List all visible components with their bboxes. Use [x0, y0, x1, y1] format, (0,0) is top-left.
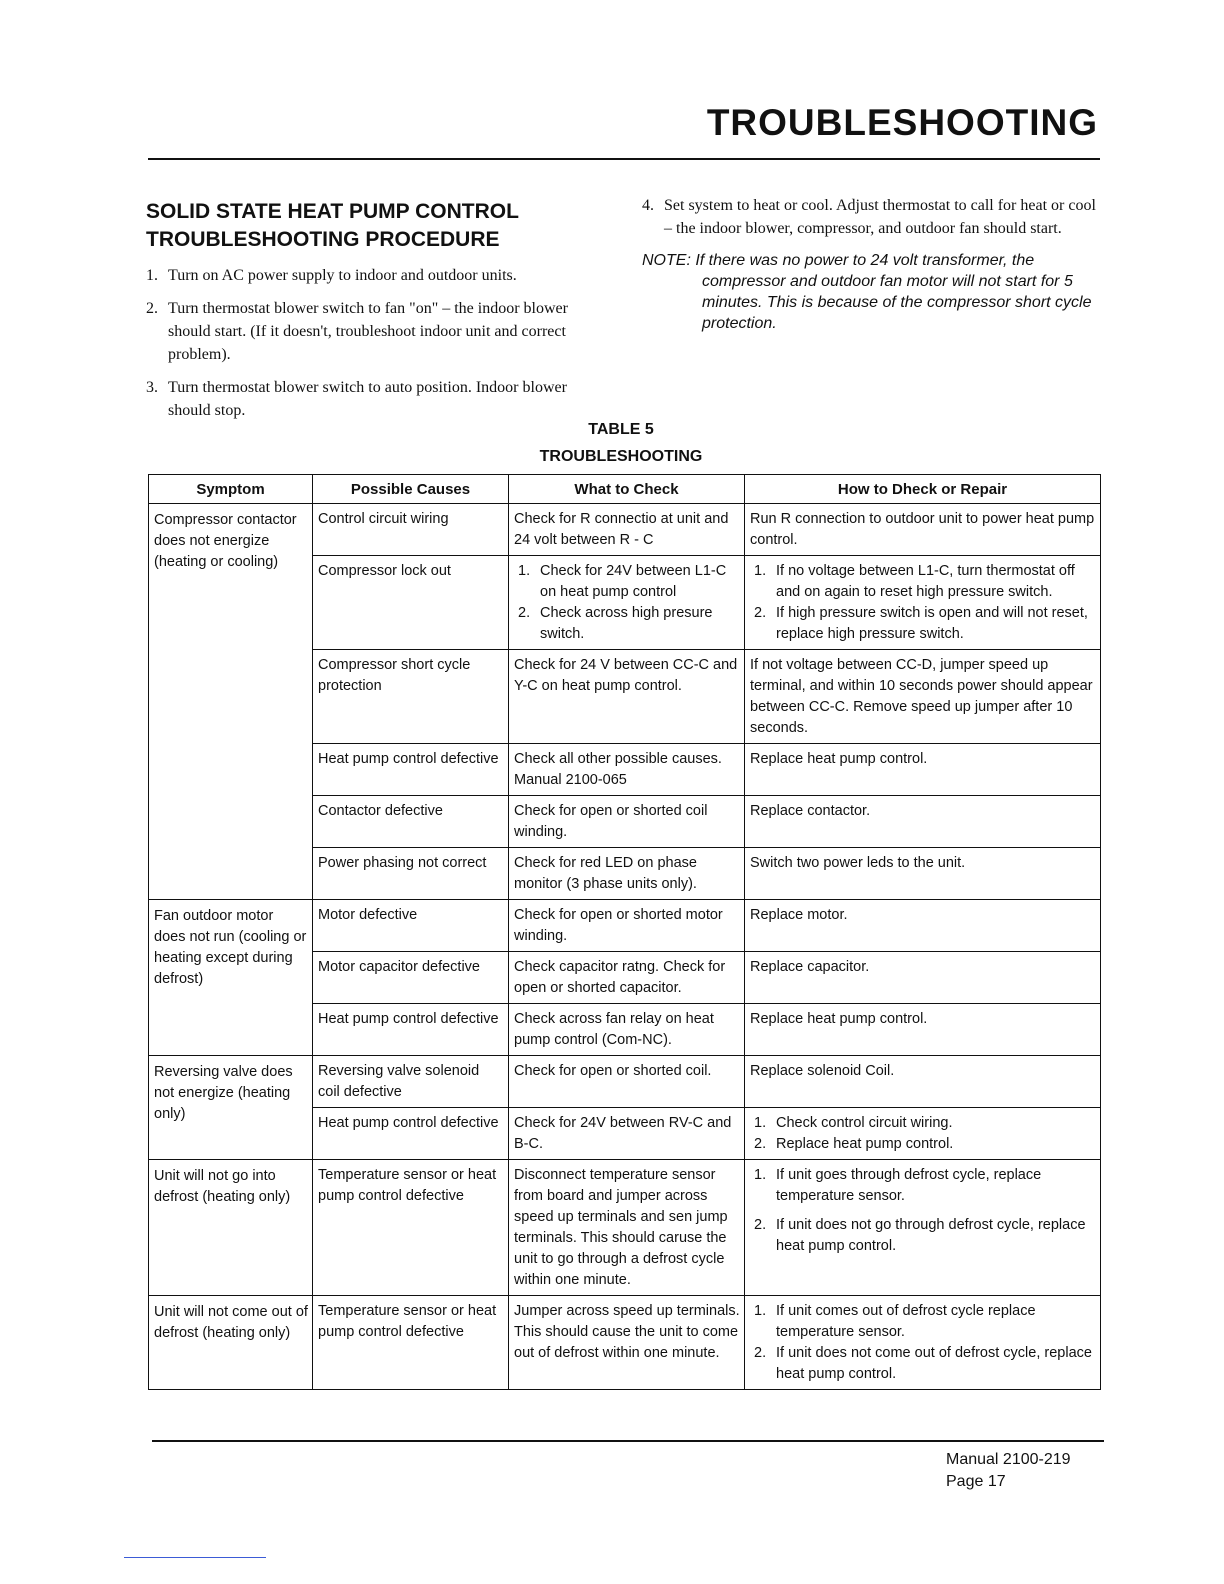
cause-cell: Contactor defective: [313, 796, 509, 848]
list-item: 2. Check across high presure switch.: [518, 605, 713, 642]
procedure-step: 2. Turn thermostat blower switch to fan "on" – the indoor blower should start. (If it doesn't, troubleshoot indoor unit and correct problem).: [146, 300, 568, 363]
check-cell: Check for 24V between RV-C and B-C.: [509, 1108, 745, 1160]
check-cell: Check across fan relay on heat pump control (Com-NC).: [509, 1004, 745, 1056]
table-row: [149, 1160, 1101, 1296]
list-item: 2. Replace heat pump control.: [754, 1136, 954, 1152]
cause-cell: Temperature sensor or heat pump control defective: [313, 1296, 509, 1390]
repair-cell: [745, 1160, 1101, 1296]
header-possible-causes: Possible Causes: [313, 475, 509, 504]
list-item: 2. If high pressure switch is open and will not reset, replace high pressure switch.: [754, 605, 1088, 642]
check-cell: Check for R connectio at unit and 24 volt between R - C: [509, 504, 745, 556]
page-title: TROUBLESHOOTING: [706, 102, 1098, 143]
header-how-to-repair: How to Dheck or Repair: [745, 475, 1101, 504]
repair-cell: [745, 556, 1101, 650]
table-title: TROUBLESHOOTING: [539, 448, 703, 465]
repair-list: [750, 1113, 1096, 1155]
list-item: 1. If unit comes out of defrost cycle replace temperature sensor.: [754, 1303, 1036, 1340]
list-item: 2. If unit does not go through defrost cycle, replace heat pump control.: [754, 1217, 1086, 1254]
repair-cell: Replace motor.: [745, 900, 1101, 952]
symptom-cell: Fan outdoor motor does not run (cooling or heating except during defrost): [149, 900, 313, 1056]
table-caption: [496, 416, 746, 470]
check-cell: [509, 556, 745, 650]
bottom-rule: [152, 1440, 1104, 1442]
repair-cell: Replace solenoid Coil.: [745, 1056, 1101, 1108]
check-list: [514, 561, 740, 645]
check-cell: Check for open or shorted coil winding.: [509, 796, 745, 848]
cause-cell: Heat pump control defective: [313, 744, 509, 796]
list-item: 1. Check for 24V between L1-C on heat pump control: [518, 563, 727, 600]
repair-cell: Replace capacitor.: [745, 952, 1101, 1004]
table-row: [149, 504, 1101, 556]
list-item: 2. If unit does not come out of defrost cycle, replace heat pump control.: [754, 1345, 1092, 1382]
procedure-right-column: [642, 194, 1102, 334]
table-header-row: [149, 475, 1101, 504]
cause-cell: Compressor short cycle protection: [313, 650, 509, 744]
symptom-cell: Unit will not come out of defrost (heating only): [149, 1296, 313, 1390]
list-item: 1. If unit goes through defrost cycle, replace temperature sensor.: [754, 1167, 1042, 1204]
check-cell: Check all other possible causes. Manual 2100-065: [509, 744, 745, 796]
manual-number: Manual 2100-219: [946, 1451, 1071, 1468]
troubleshooting-table: [148, 474, 1101, 1390]
header-symptom: Symptom: [149, 475, 313, 504]
repair-list: [750, 1165, 1096, 1257]
symptom-cell: Reversing valve does not energize (heating only): [149, 1056, 313, 1160]
table-row: [149, 1056, 1101, 1108]
repair-cell: Replace heat pump control.: [745, 1004, 1101, 1056]
cause-cell: Reversing valve solenoid coil defective: [313, 1056, 509, 1108]
procedure-step: 1. Turn on AC power supply to indoor and outdoor units.: [146, 267, 517, 284]
cause-cell: Motor defective: [313, 900, 509, 952]
symptom-cell: Compressor contactor does not energize (heating or cooling): [149, 504, 313, 900]
troubleshooting-table-container: [148, 474, 1100, 1390]
check-cell: Check for red LED on phase monitor (3 phase units only).: [509, 848, 745, 900]
check-cell: Check capacitor ratng. Check for open or shorted capacitor.: [509, 952, 745, 1004]
procedure-step: 3. Turn thermostat blower switch to auto position. Indoor blower should stop.: [146, 379, 567, 419]
repair-list: [750, 561, 1096, 645]
page-footer: [946, 1449, 1071, 1493]
scan-artifact-line: [124, 1557, 266, 1558]
procedure-heading: SOLID STATE HEAT PUMP CONTROL TROUBLESHOOTING PROCEDURE: [146, 200, 519, 251]
page-header: [148, 100, 1100, 160]
check-cell: Check for 24 V between CC-C and Y-C on heat pump control.: [509, 650, 745, 744]
list-item: 1. If no voltage between L1-C, turn thermostat off and on again to reset high pressure switch.: [754, 563, 1075, 600]
table-row: [149, 1296, 1101, 1390]
repair-cell: Run R connection to outdoor unit to power heat pump control.: [745, 504, 1101, 556]
symptom-cell: Unit will not go into defrost (heating only): [149, 1160, 313, 1296]
repair-cell: Switch two power leds to the unit.: [745, 848, 1101, 900]
procedure-steps: [146, 264, 596, 432]
repair-list: [750, 1301, 1096, 1385]
check-cell: Check for open or shorted coil.: [509, 1056, 745, 1108]
cause-cell: Power phasing not correct: [313, 848, 509, 900]
check-cell: Check for open or shorted motor winding.: [509, 900, 745, 952]
table-row: [149, 900, 1101, 952]
repair-cell: [745, 1108, 1101, 1160]
repair-cell: Replace heat pump control.: [745, 744, 1101, 796]
check-cell: Disconnect temperature sensor from board and jumper across speed up terminals and sen jump terminals. This should caruse the unit to go through a defrost cycle within one minute.: [509, 1160, 745, 1296]
procedure-step: 4. Set system to heat or cool. Adjust thermostat to call for heat or cool – the indoor blower, compressor, and outdoor fan should start.: [642, 197, 1096, 237]
repair-cell: Replace contactor.: [745, 796, 1101, 848]
cause-cell: Temperature sensor or heat pump control defective: [313, 1160, 509, 1296]
header-what-to-check: What to Check: [509, 475, 745, 504]
cause-cell: Motor capacitor defective: [313, 952, 509, 1004]
table-number: TABLE 5: [588, 421, 654, 438]
procedure-note: NOTE: If there was no power to 24 volt transformer, the compressor and outdoor fan motor will not start for 5 minutes. This is because of the compressor short cycle protection.: [642, 252, 1092, 332]
cause-cell: Heat pump control defective: [313, 1004, 509, 1056]
repair-cell: [745, 1296, 1101, 1390]
check-cell: Jumper across speed up terminals. This should cause the unit to come out of defrost within one minute.: [509, 1296, 745, 1390]
repair-cell: If not voltage between CC-D, jumper speed up terminal, and within 10 seconds power should appear between CC-C. Remove speed up jumper after 10 seconds.: [745, 650, 1101, 744]
page-number: Page 17: [946, 1473, 1006, 1490]
list-item: 1. Check control circuit wiring.: [754, 1115, 953, 1131]
cause-cell: Compressor lock out: [313, 556, 509, 650]
cause-cell: Heat pump control defective: [313, 1108, 509, 1160]
cause-cell: Control circuit wiring: [313, 504, 509, 556]
